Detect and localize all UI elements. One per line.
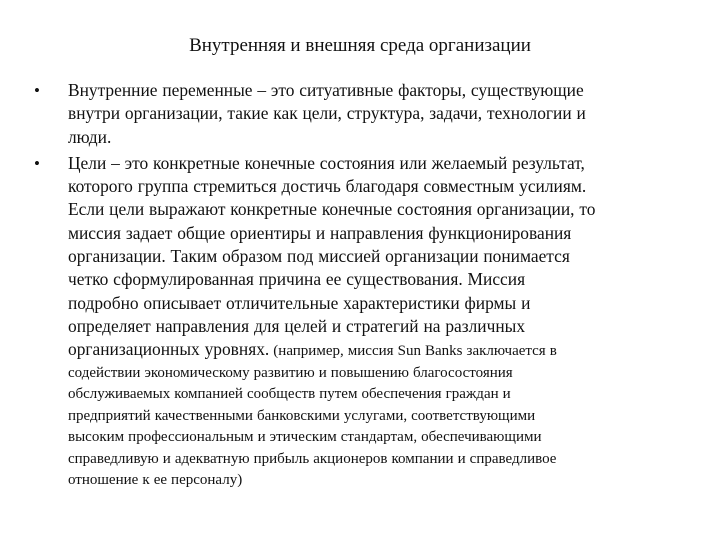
bullet-text <box>68 79 690 149</box>
note-line: содействии экономическому развитию и повышению благосостояния <box>68 364 513 381</box>
mixed-line <box>68 338 690 363</box>
text-line: Цели – это конкретные конечные состояния или желаемый результат, <box>68 152 585 173</box>
bullet-marker: • <box>34 153 40 173</box>
text-line: люди. <box>68 126 112 147</box>
text-line: подробно описывает отличительные характеристики фирмы и <box>68 292 531 313</box>
note-line: справедливую и адекватную прибыль акционеров компании и справедливое <box>68 450 557 467</box>
note-line: отношение к ее персоналу) <box>68 472 243 489</box>
text-line: организации. Таким образом под миссией организации понимается <box>68 246 570 267</box>
text-line: которого группа стремиться достичь благодаря совместным усилиям. <box>68 176 587 197</box>
text-line: миссия задает общие ориентиры и направления функционирования <box>68 222 572 243</box>
note-line: обслуживаемых компанией сообществ путем обеспечения граждан и <box>68 386 511 403</box>
text-line: четко сформулированная причина ее существования. Миссия <box>68 269 526 290</box>
text-line: Если цели выражают конкретные конечные состояния организации, то <box>68 199 596 220</box>
note-line: предприятий качественными банковскими услугами, соответствующими <box>68 407 536 424</box>
text-line: определяет направления для целей и стратегий на различных <box>68 315 526 336</box>
example-note <box>68 363 690 492</box>
bullet-text <box>68 152 690 363</box>
text-line: внутри организации, такие как цели, структура, задачи, технологии и <box>68 103 586 124</box>
note-start: (например, миссия Sun Banks заключается в <box>269 343 557 360</box>
text-fragment: организационных уровнях. <box>68 339 270 360</box>
text-line: Внутренние переменные – это ситуативные факторы, существующие <box>68 80 584 100</box>
bullet-list <box>30 79 690 492</box>
slide-title: Внутренняя и внешняя среда организации <box>189 35 531 56</box>
note-line: высоким профессиональным и этическим стандартам, обеспечивающими <box>68 429 542 446</box>
bullet-marker: • <box>34 81 40 100</box>
bullet-item-internal-variables <box>30 79 690 149</box>
bullet-item-goals-mission <box>30 152 690 492</box>
